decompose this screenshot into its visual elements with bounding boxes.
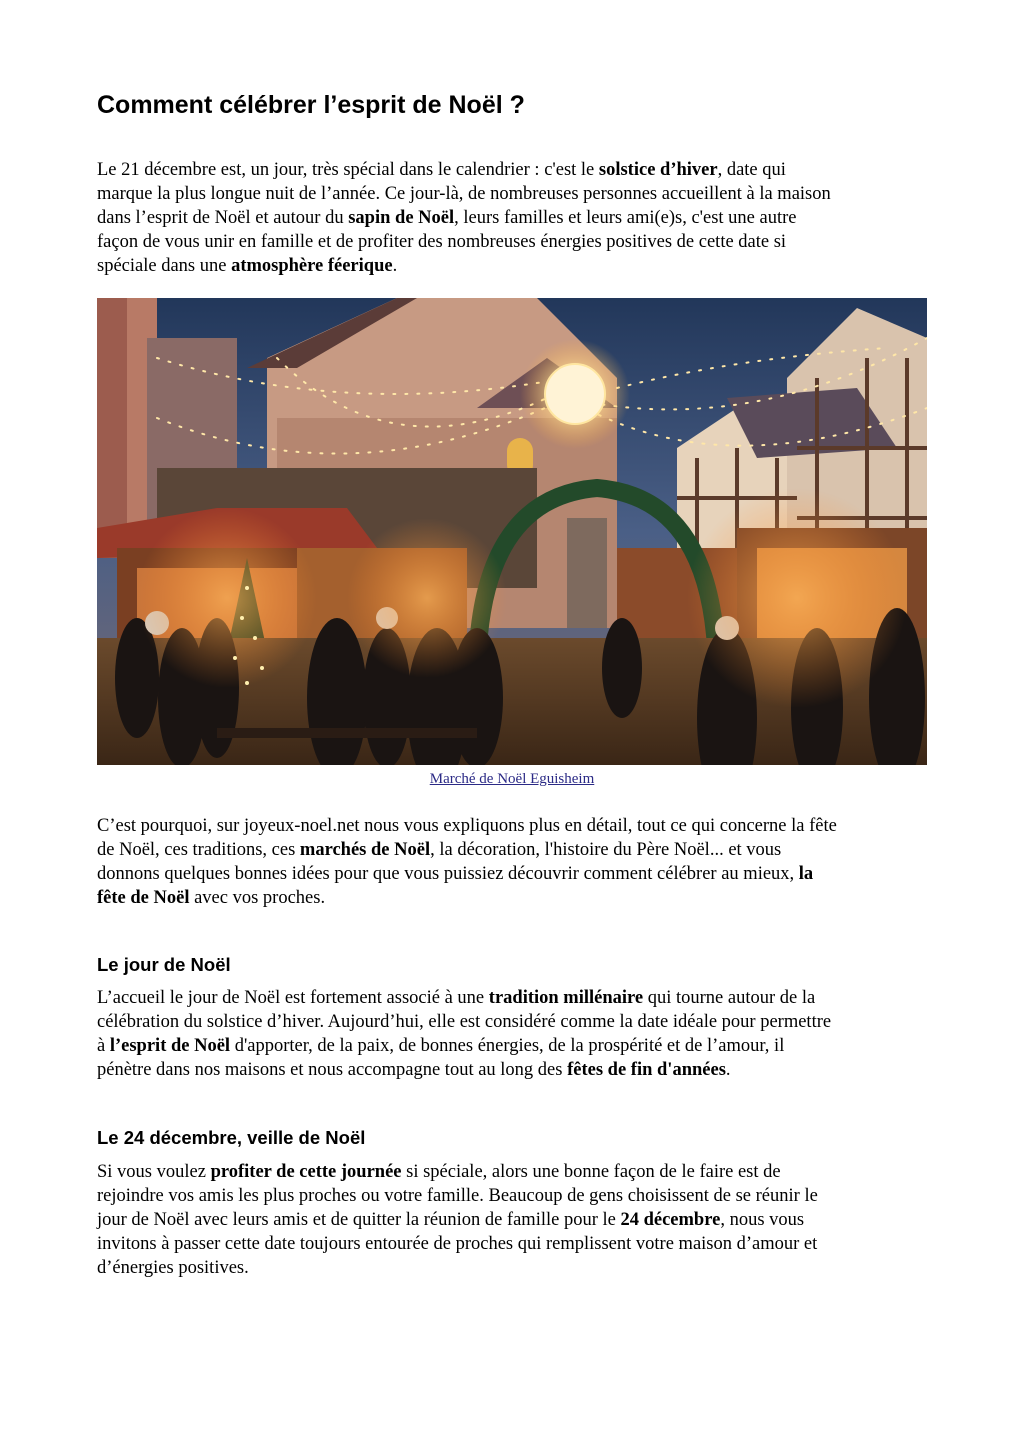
bold-la: la <box>798 864 814 884</box>
bold-esprit: l’esprit de Noël <box>109 1036 231 1056</box>
intro-paragraph: Le 21 décembre est, un jour, très spécial dans le calendrier : c'est le solstice d’hiver, date qui marque la plus longue nuit de l’année. Ce jour-là, de nombreuses personnes accueillent à la maison dans l’esprit de Noël et autour du sapin de Noël, leurs familles et leurs ami(e)s, c'est une autre façon de vous unir en famille et de profiter des nombreuses énergies positives de cette date si spéciale dans une atmosphère féerique. <box>97 160 831 276</box>
bold-24-decembre: 24 décembre <box>620 1210 721 1230</box>
bold-tradition: tradition millénaire <box>488 988 644 1008</box>
bold-fetes-fin: fêtes de fin d'années <box>567 1060 726 1080</box>
heading-24-decembre: Le 24 décembre, veille de Noël <box>97 1127 366 1148</box>
heading-jour-de-noel: Le jour de Noël <box>97 954 231 975</box>
christmas-market-photo <box>97 298 927 765</box>
bold-sapin: sapin de Noël <box>348 208 455 228</box>
caption-link[interactable]: Marché de Noël Eguisheim <box>429 771 595 787</box>
page-title: Comment célébrer l’esprit de Noël ? <box>97 91 525 119</box>
paragraph-jour-de-noel: L’accueil le jour de Noël est fortement associé à une tradition millénaire qui tourne autour de la célébration du solstice d’hiver. Aujourd’hui, elle est considéré comme la date idéale pour permettre à l’esprit de Noël d'apporter, de la paix, de bonnes énergies, de la prospérité et de l’amour, il pénètre dans nos maisons et nous accompagne tout au long des fêtes de fin d'années. <box>97 988 832 1080</box>
bold-solstice: solstice d’hiver <box>598 160 718 180</box>
bold-profiter: profiter de cette journée <box>210 1162 402 1182</box>
bold-marches: marchés de Noël <box>299 840 431 860</box>
photo-caption <box>97 769 927 789</box>
bold-fete: fête de Noël <box>97 888 190 908</box>
paragraph-24-decembre: Si vous voulez profiter de cette journée si spéciale, alors une bonne façon de le faire est de rejoindre vos amis les plus proches ou votre famille. Beaucoup de gens choisissent de se réunir le jour de Noël avec leurs amis et de quitter la réunion de famille pour le 24 décembre, nous vous invitons à passer cette date toujours entourée de proches qui remplissent votre maison d’amour et d’énergies positives. <box>97 1162 818 1278</box>
paragraph-2: C’est pourquoi, sur joyeux-noel.net nous vous expliquons plus en détail, tout ce qui concerne la fête de Noël, ces traditions, ces marchés de Noël, la décoration, l'histoire du Père Noël... et vous donnons quelques bonnes idées pour que vous puissiez découvrir comment célébrer au mieux, la fête de Noël avec vos proches. <box>97 816 837 908</box>
bold-atmosphere: atmosphère féerique <box>231 256 393 276</box>
